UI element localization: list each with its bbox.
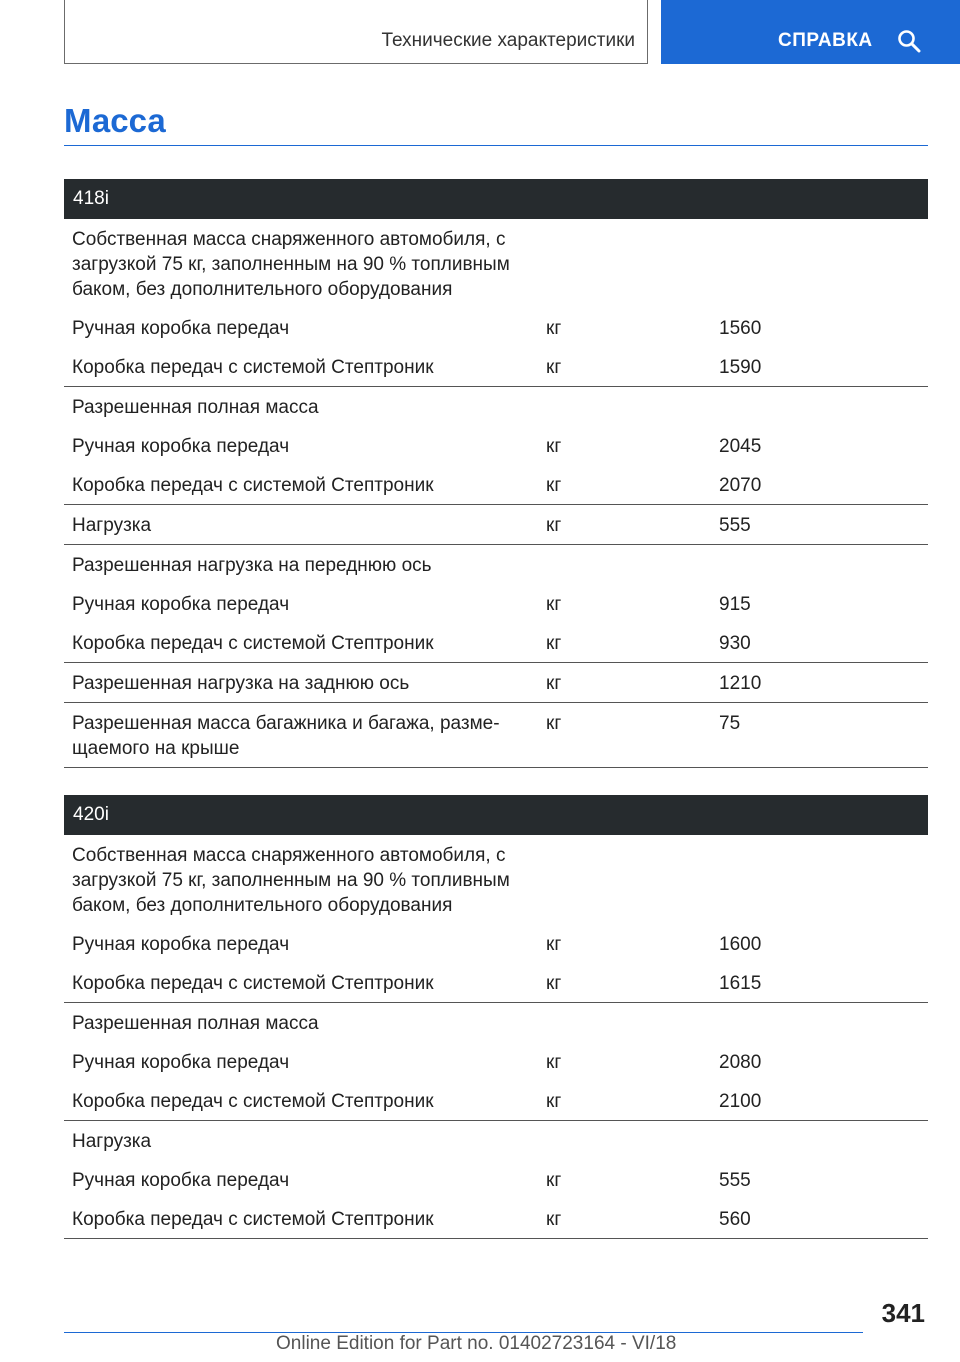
table-row (64, 584, 928, 623)
section-heading: 418i (64, 179, 928, 219)
row-label: Нагрузка (72, 515, 152, 536)
title-divider (64, 145, 928, 146)
table-row (64, 1121, 928, 1160)
table-row (64, 924, 928, 963)
row-label: Коробка передач с системой Стептроник (72, 357, 434, 378)
row-label: Разрешенная нагрузка на переднюю ось (72, 555, 432, 576)
table-row (64, 387, 928, 426)
row-label: Коробка передач с системой Стептроник (72, 633, 434, 654)
row-label: Ручная коробка передач (72, 318, 290, 339)
table-row (64, 465, 928, 505)
table-row (64, 1003, 928, 1042)
row-label: Ручная коробка передач (72, 934, 290, 955)
row-value: 1210 (719, 673, 762, 694)
row-value: 2045 (719, 436, 762, 457)
row-label: Разрешенная полная масса (72, 1013, 319, 1034)
table-row (64, 347, 928, 387)
row-label: Коробка передач с системой Стептроник (72, 475, 434, 496)
row-value: 1560 (719, 318, 762, 339)
row-value: 2100 (719, 1091, 762, 1112)
table-row (64, 426, 928, 465)
row-value: 560 (719, 1209, 751, 1230)
table-row (64, 623, 928, 663)
table-row (64, 1081, 928, 1121)
row-label: Разрешенная нагрузка на заднюю ось (72, 673, 410, 694)
row-label: Разрешенная масса багажника и багажа, разме-щаемого на крыше (72, 713, 500, 759)
row-value: 1600 (719, 934, 762, 955)
table-row (64, 835, 928, 924)
row-value: 555 (719, 1170, 751, 1191)
help-button-label: СПРАВКА (778, 30, 873, 51)
table-row (64, 308, 928, 347)
spec-table (64, 219, 928, 768)
row-label: Ручная коробка передач (72, 436, 290, 457)
row-unit: кг (546, 357, 562, 378)
row-value: 930 (719, 633, 751, 654)
row-unit: кг (546, 1091, 562, 1112)
table-row (64, 219, 928, 308)
row-value: 1615 (719, 973, 762, 994)
row-value: 2080 (719, 1052, 762, 1073)
row-unit: кг (546, 1209, 562, 1230)
help-button[interactable] (661, 0, 960, 64)
row-label: Коробка передач с системой Стептроник (72, 973, 434, 994)
search-icon[interactable] (897, 29, 921, 53)
table-row (64, 703, 928, 768)
row-label: Коробка передач с системой Стептроник (72, 1091, 434, 1112)
table-row (64, 1042, 928, 1081)
row-unit: кг (546, 713, 562, 734)
table-row (64, 545, 928, 584)
row-unit: кг (546, 318, 562, 339)
row-unit: кг (546, 515, 562, 536)
row-label: Нагрузка (72, 1131, 152, 1152)
row-value: 915 (719, 594, 751, 615)
spec-section-420i (64, 795, 928, 1239)
row-label: Коробка передач с системой Стептроник (72, 1209, 434, 1230)
spec-section-418i (64, 179, 928, 768)
row-value: 1590 (719, 357, 762, 378)
row-unit: кг (546, 934, 562, 955)
page-title: Масса (64, 102, 166, 139)
row-label: Собственная масса снаряженного автомобиля, с загрузкой 75 кг, заполненным на 90 % топливным баком, без дополнительного оборудования (72, 229, 510, 300)
row-label: Разрешенная полная масса (72, 397, 319, 418)
row-unit: кг (546, 1170, 562, 1191)
row-label: Ручная коробка передач (72, 1052, 290, 1073)
chapter-title: Технические характеристики (381, 30, 635, 51)
footer-edition: Online Edition for Part no. 01402723164 - VI/18 (276, 1333, 677, 1354)
table-row (64, 663, 928, 703)
section-heading: 420i (64, 795, 928, 835)
row-value: 75 (719, 713, 741, 734)
table-row (64, 505, 928, 545)
table-row (64, 1160, 928, 1199)
row-unit: кг (546, 973, 562, 994)
table-row (64, 1199, 928, 1239)
row-unit: кг (546, 475, 562, 496)
table-row (64, 963, 928, 1003)
row-label: Собственная масса снаряженного автомобиля, с загрузкой 75 кг, заполненным на 90 % топливным баком, без дополнительного оборудования (72, 845, 510, 916)
chapter-tab[interactable] (64, 0, 648, 64)
row-value: 555 (719, 515, 751, 536)
page-number: 341 (881, 1298, 925, 1328)
row-unit: кг (546, 633, 562, 654)
row-unit: кг (546, 1052, 562, 1073)
spec-table (64, 835, 928, 1239)
row-unit: кг (546, 594, 562, 615)
row-label: Ручная коробка передач (72, 1170, 290, 1191)
row-label: Ручная коробка передач (72, 594, 290, 615)
row-value: 2070 (719, 475, 762, 496)
row-unit: кг (546, 673, 562, 694)
row-unit: кг (546, 436, 562, 457)
